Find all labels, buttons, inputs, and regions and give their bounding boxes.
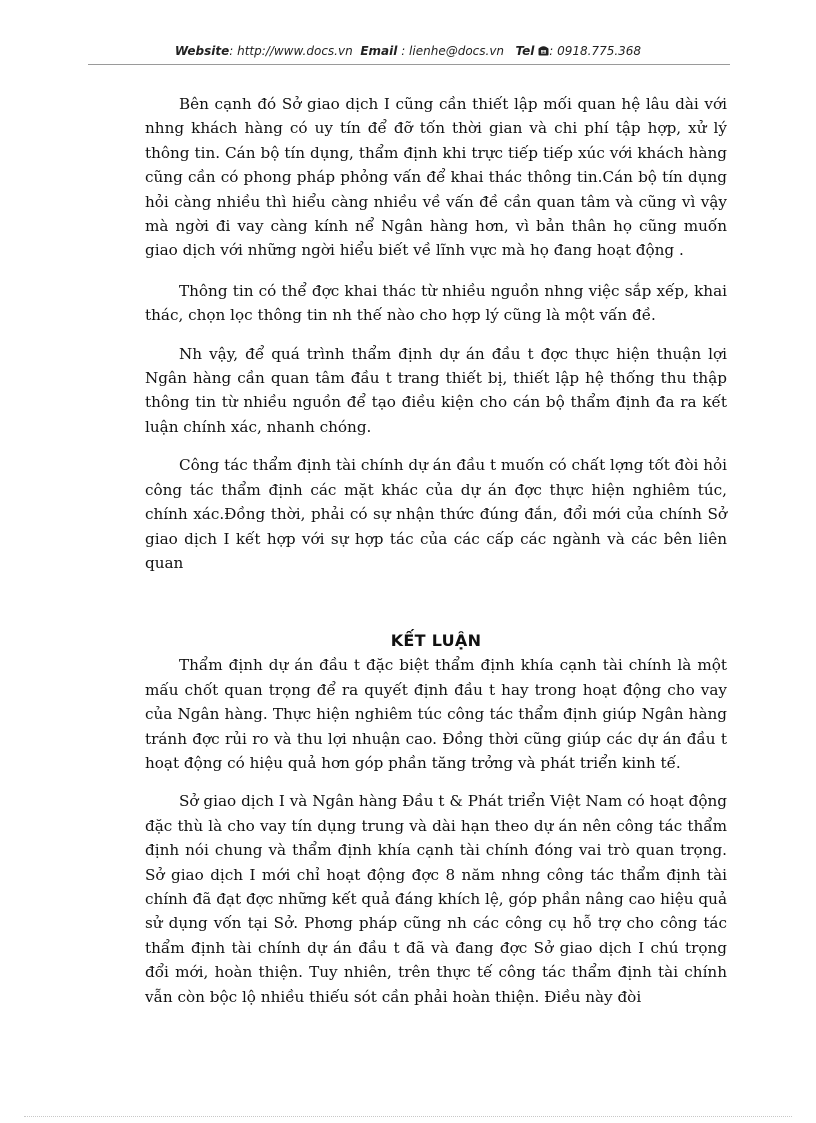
header-divider (88, 64, 730, 65)
website-label: Website (174, 44, 230, 58)
paragraph: Bên cạnh đó Sở giao dịch I cũng cần thiết lập mối quan hệ lâu dài với nhng khách hàng có uy tín để đỡ tốn thời gian và chi phí tập hợp, xử lý thông tin. Cán bộ tín dụng, thẩm định khi trực tiếp tiếp xúc với khách hàng cũng cần có phong pháp phỏng vấn để khai thác thông tin.Cán bộ tín dụng hỏi càng nhiều thì hiểu càng nhiều về vấn đề cần quan tâm và cũng vì vậy mà ngời đi vay càng kính nể Ngân hàng hơn, vì bản thân họ cũng muốn giao dịch với những ngời hiểu biết về lĩnh vực mà họ đang hoạt động . (145, 95, 727, 260)
tel-value: : 0918.775.368 (549, 44, 642, 58)
paragraph: Thẩm định dự án đầu t đặc biệt thẩm định khía cạnh tài chính là một mấu chốt quan trọng để ra quyết định đầu t hay trong hoạt động cho vay của Ngân hàng. Thực hiện nghiêm túc công tác thẩm định giúp Ngân hàng tránh đợc rủi ro và thu lợi nhuận cao. Đồng thời cũng giúp các dự án đầu t hoạt động có hiệu quả hơn góp phần tăng trởng và phát triển kinh tế. (145, 656, 727, 772)
email-value: : lienhe@docs.vn (401, 44, 505, 58)
page-header (0, 44, 816, 59)
document-body (145, 92, 727, 1023)
paragraph: Nh vậy, để quá trình thẩm định dự án đầu t đợc thực hiện thuận lợi Ngân hàng cần quan tâm đầu t trang thiết bị, thiết lập hệ thống thu thập thông tin từ nhiều nguồn để tạo điều kiện cho cán bộ thẩm định đa ra kết luận chính xác, nhanh chóng. (145, 344, 727, 436)
section-heading: KẾT LUẬN (390, 631, 482, 651)
website-value: : http://www.docs.vn (229, 44, 353, 58)
tel-label: Tel (515, 44, 535, 58)
page-footer-divider (24, 1116, 792, 1117)
paragraph: Công tác thẩm định tài chính dự án đầu t muốn có chất lợng tốt đòi hỏi công tác thẩm định các mặt khác của dự án đợc thực hiện nghiêm túc, chính xác.Đồng thời, phải có sự nhận thức đúng đắn, đổi mới của chính Sở giao dịch I kết hợp với sự hợp tác của các cấp các ngành và các bên liên quan (145, 456, 727, 572)
paragraph: Thông tin có thể đợc khai thác từ nhiều nguồn nhng việc sắp xếp, khai thác, chọn lọc thông tin nh thế nào cho hợp lý cũng là một vấn đề. (145, 281, 727, 325)
paragraph: Sở giao dịch I và Ngân hàng Đầu t & Phát triển Việt Nam có hoạt động đặc thù là cho vay tín dụng trung và dài hạn theo dự án nên công tác thẩm định nói chung và thẩm định khía cạnh tài chính đóng vai trò quan trọng. Sở giao dịch I mới chỉ hoạt động đợc 8 năm nhng công tác thẩm định tài chính đã đạt đợc những kết quả đáng khích lệ, góp phần nâng cao hiệu quả sử dụng vốn tại Sở. Phơng pháp cũng nh các công cụ hỗ trợ cho công tác thẩm định tài chính dự án đầu t đã và đang đợc Sở giao dịch I chú trọng đổi mới, hoàn thiện. Tuy nhiên, trên thực tế công tác thẩm định tài chính vẫn còn bộc lộ nhiều thiếu sót cần phải hoàn thiện. Điều này đòi (145, 792, 727, 1006)
phone-icon (538, 45, 549, 59)
email-label: Email (360, 44, 398, 58)
